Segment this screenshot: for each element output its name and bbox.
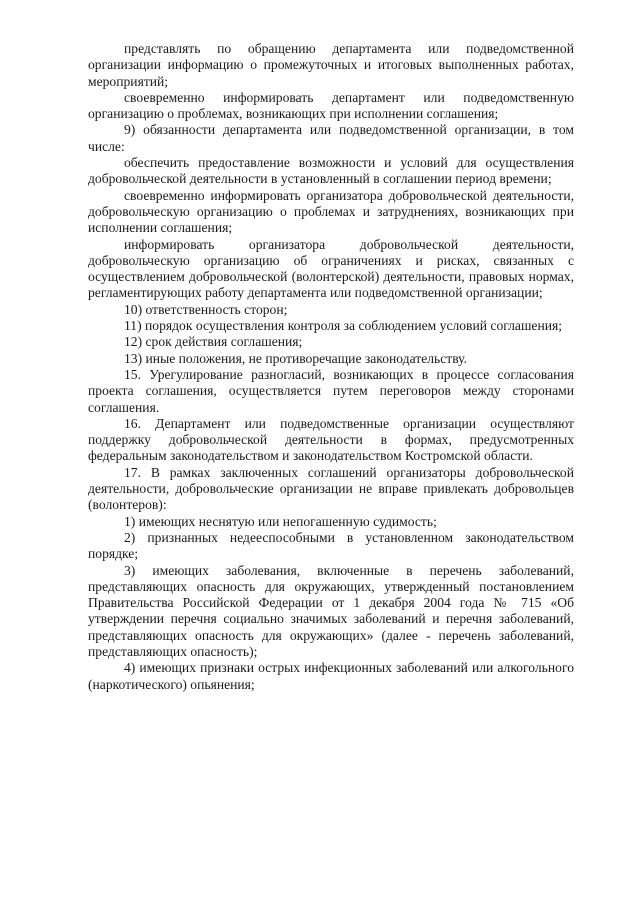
document-body (88, 41, 574, 693)
paragraph: 10) ответственность сторон; (124, 301, 288, 317)
paragraph: 12) срок действия соглашения; (124, 334, 303, 350)
paragraph: представлять по обращению департамента или подведомственной организации информацию о промежуточных и итоговых выполненных работах, мероприятий; (88, 41, 574, 89)
paragraph: 2) признанных недееспособными в установленном законодательством порядке; (88, 529, 574, 562)
paragraph: своевременно информировать организатора добровольческой деятельности, добровольческую организацию о проблемах и затруднениях, возникающих при исполнении соглашения; (88, 187, 574, 236)
paragraph: 11) порядок осуществления контроля за соблюдением условий соглашения; (124, 318, 563, 334)
paragraph: 1) имеющих неснятую или непогашенную судимость; (124, 513, 437, 529)
paragraph: 3) имеющих заболевания, включенные в перечень заболеваний, представляющих опасность для окружающих, утвержденный постановлением Правительства Российской Федерации от 1 декабря 2004 года № 715 «Об утверждении перечня социально значимых заболеваний и перечня заболеваний, представляющих опасность для окружающих» (далее - перечень заболеваний, представляющих опасность); (88, 562, 574, 659)
paragraph: 16. Департамент или подведомственные организации осуществляют поддержку добровольческой деятельности в формах, предусмотренных федеральным законодательством и законодательством Костромской области. (88, 415, 574, 464)
paragraph: 4) имеющих признаки острых инфекционных заболеваний или алкогольного (наркотического) опьянения; (88, 660, 574, 692)
paragraph: своевременно информировать департамент или подведомственную организацию о проблемах, возникающих при исполнении соглашения; (88, 89, 574, 122)
paragraph: обеспечить предоставление возможности и условий для осуществления добровольческой деятельности в установленный в соглашении период времени; (88, 155, 574, 187)
paragraph: 17. В рамках заключенных соглашений организаторы добровольческой деятельности, добровольческие организации не вправе привлекать добровольцев (волонтеров): (88, 464, 574, 513)
paragraph: 15. Урегулирование разногласий, возникающих в процессе согласования проекта соглашения, осуществляется путем переговоров между сторонами соглашения. (88, 366, 574, 415)
paragraph: 13) иные положения, не противоречащие законодательству. (124, 350, 467, 366)
paragraph: 9) обязанности департамента или подведомственной организации, в том числе: (88, 122, 574, 154)
paragraph: информировать организатора добровольческой деятельности, добровольческую организацию об ограничениях и рисках, связанных с осуществлением добровольческой (волонтерской) деятельности, правовых нормах, регламентирующих работу департамента или подведомственной организации; (88, 236, 574, 301)
